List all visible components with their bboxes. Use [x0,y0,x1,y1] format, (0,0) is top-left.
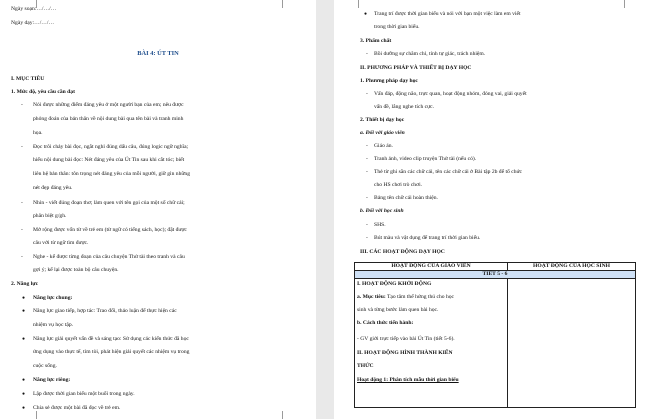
subsection-heading: 1. Phương pháp dạy học [360,78,418,84]
competency-heading: Năng lực riêng: [33,377,71,383]
activity-1-heading: Hoạt động 1: Phân tích mẫu thời gian biểu [357,377,459,383]
teacher-equipment-heading: a. Đối với giáo viên [360,130,405,136]
activity-heading: I. HOẠT ĐỘNG KHỞI ĐỘNG [357,281,432,287]
teacher-activity-cell [355,279,508,408]
bullet-text: Năng lực giải quyết vấn đề và sáng tạo: Sử dụng các kiến thức đã học [33,336,189,342]
bullet-text: phân biệt g/gh. [33,213,67,219]
subsection-heading: 1. Mức độ, yêu cầu cần đạt [11,89,75,95]
bullet-text: Đọc trôi chảy bài đọc, ngắt nghỉ đúng dấu câu, đúng logic ngữ nghĩa; [33,144,189,150]
bullet-text: Bảng tên chữ cái hoàn thiện. [374,195,438,201]
bullet-text: SHS. [374,222,386,228]
document-page-right: ● Trang trí được thời gian biểu và nói với bạn một việc làm em viết trong thời gian biểu. 3. Phẩm chất - Bồi dưỡng sự chăm chỉ, tính tự giác, trách nhiệm. II. PHƯƠNG PHÁP VÀ THIẾT BỊ DẠY HỌC 1. Phương pháp dạy học - Vấn đáp, động não, trực quan, hoạt động nhóm, đóng vai, giải quyết vấn đề, lắng nghe tích cực. 2. Thiết bị dạy học a. Đối với giáo viên - Giáo án. - Tranh ảnh, video clip truyện Thử tài (nếu có). - Thẻ từ ghi sẵn các chữ cái, tên các chữ cái ở Bài tập 2b để tổ chức cho HS chơi trò chơi. - Bảng tên chữ cái hoàn thiện. b. Đối với học sinh - SHS. - Bút màu và vật dụng để trang trí thời gian biểu. III. CÁC HOẠT ĐỘNG DẠY HỌC HOẠT ĐỘNG CỦA GIÁO VIÊN HOẠT ĐỘNG CỦA HỌC SINH TIẾT 5 - 6 I. HOẠT ĐỘNG KHỞI ĐỘNG a. Mục tiêu: Tạo tâm thế hứng thú cho học sinh và từng bước làm quen bài học. b. Cách thức tiến hành: - GV giới trực tiếp vào bài Út Tin (tiết 5-6). II. HOẠT ĐỘNG HÌNH THÀNH KIẾN THỨC Hoạt động 1: Phân tích mẫu thời gian biểu [334,0,650,419]
bullet-text: câu với từ ngữ tìm được. [33,240,89,246]
subsection-heading: 2. Thiết bị dạy học [360,117,405,123]
objective-text: sinh và từng bước làm quen bài học. [357,307,439,313]
bullet-text: hiểu nội dung bài đọc: Nét đáng yêu của Út Tin sau khi cắt tóc; biết [33,157,185,163]
bullet-text: Nhìn - viết đúng đoạn thơ; làm quen với tên gọi của một số chữ cái; [33,200,185,206]
procedure-label: b. Cách thức tiến hành: [357,320,414,326]
bullet-text: cho HS chơi trò chơi. [374,182,423,188]
competency-heading: Năng lực chung: [33,295,73,301]
bullet-text: liên hệ bản thân: tôn trọng nét đáng yêu của mỗi người, giữ gìn những [33,171,190,177]
bullet-text: Năng lực giao tiếp, hợp tác: Trao đổi, thảo luận để thực hiện các [33,308,177,314]
subsection-heading: 3. Phẩm chất [360,38,392,44]
bullet-text: vấn đề, lắng nghe tích cực. [374,104,435,110]
student-equipment-heading: b. Đối với học sinh [360,208,404,214]
lesson-title: BÀI 4: ÚT TIN [137,50,179,57]
section-heading: II. PHƯƠNG PHÁP VÀ THIẾT BỊ DẠY HỌC [360,65,472,71]
bullet-text: ứng dụng vào thực tế, tìm tòi, phát hiện giải quyết các nhiệm vụ trong [33,349,190,355]
objective-label: a. Mục tiêu: [357,294,386,300]
activity-heading: THỨC [357,363,374,369]
bullet-text: Trang trí được thời gian biểu và nói với bạn một việc làm em viết [374,11,521,17]
bullet-text: Tranh ảnh, video clip truyện Thử tài (nếu có). [374,156,477,162]
period-label: TIẾT 5 - 6 [355,271,636,279]
date-prepared: Ngày soạn:…/…/… [11,6,57,12]
activity-heading: II. HOẠT ĐỘNG HÌNH THÀNH KIẾN [357,350,453,356]
bullet-text: họa. [33,130,43,136]
section-heading: III. CÁC HOẠT ĐỘNG DẠY HỌC [360,249,445,255]
bullet-text: Thẻ từ ghi sẵn các chữ cái, tên các chữ cái ở Bài tập 2b để tổ chức [374,169,523,175]
bullet-text: phỏng đoán của bản thân về nội dung bài qua tên bài và tranh minh [33,116,184,122]
bullet-text: cuộc sống. [33,363,57,369]
student-activity-cell [508,279,636,408]
bullet-text: Mở rộng được vốn từ về trẻ em (từ ngữ có tiếng sách, học); đặt được [33,227,187,233]
bullet-text: Bút màu và vật dụng để trang trí thời gian biểu. [374,235,481,241]
bullet-text: Giáo án. [374,143,393,149]
table-header-student: HOẠT ĐỘNG CỦA HỌC SINH [508,263,636,271]
bullet-text: Chia sẻ được một bài đã đọc về trẻ em. [33,405,121,411]
bullet-text: Lập được thời gian biểu một buổi trong ngày. [33,391,135,397]
date-taught: Ngày dạy:…/…/… [11,20,55,26]
lesson-activities-table [354,262,636,408]
bullet-text: trong thời gian biểu. [374,24,420,30]
bullet-text: Vấn đáp, động não, trực quan, hoạt động nhóm, đóng vai, giải quyết [374,91,527,97]
bullet-text: Bồi dưỡng sự chăm chỉ, tính tự giác, trách nhiệm. [374,51,486,57]
table-header-teacher: HOẠT ĐỘNG CỦA GIÁO VIÊN [355,263,508,271]
objective-text: Tạo tâm thế hứng thú cho học [387,294,455,300]
subsection-heading: 2. Năng lực [11,281,39,287]
bullet-text: nét đẹp đáng yêu. [33,185,73,191]
section-heading: I. MỤC TIÊU [11,76,45,82]
bullet-text: Nói được những điểm đáng yêu ở một người bạn của em; nêu được [33,102,184,108]
bullet-text: nhiệm vụ học tập. [33,322,74,328]
document-page-left: Ngày soạn:…/…/… Ngày dạy:…/…/… BÀI 4: ÚT TIN I. MỤC TIÊU 1. Mức độ, yêu cầu cần đạt - Nói được những điểm đáng yêu ở một người bạn của em; nêu được phỏng đoán của bản thân về nội dung bài qua tên bài và tranh minh họa. - Đọc trôi chảy bài đọc, ngắt nghỉ đúng dấu câu, đúng logic ngữ nghĩa; hiểu nội dung bài đọc: Nét đáng yêu của Út Tin sau khi cắt tóc; biết liên hệ bản thân: tôn trọng nét đáng yêu của mỗi người, giữ gìn những nét đẹp đáng yêu. - Nhìn - viết đúng đoạn thơ; làm quen với tên gọi của một số chữ cái; phân biệt g/gh. - Mở rộng được vốn từ về trẻ em (từ ngữ có tiếng sách, học); đặt được câu với từ ngữ tìm được. - Nghe - kể được từng đoạn của câu chuyện Thử tài theo tranh và câu gợi ý; kể lại được toàn bộ câu chuyện. 2. Năng lực ● Năng lực chung: ● Năng lực giao tiếp, hợp tác: Trao đổi, thảo luận để thực hiện các nhiệm vụ học tập. ● Năng lực giải quyết vấn đề và sáng tạo: Sử dụng các kiến thức đã học ứng dụng vào thực tế, tìm tòi, phát hiện giải quyết các nhiệm vụ trong cuộc sống. ● Năng lực riêng: ● Lập được thời gian biểu một buổi trong ngày. ● Chia sẻ được một bài đã đọc về trẻ em. [0,0,316,419]
bullet-text: Nghe - kể được từng đoạn của câu chuyện Thử tài theo tranh và câu [33,254,185,260]
bullet-text: gợi ý; kể lại được toàn bộ câu chuyện. [33,267,119,273]
procedure-text: - GV giới trực tiếp vào bài Út Tin (tiết 5-6). [357,336,455,342]
